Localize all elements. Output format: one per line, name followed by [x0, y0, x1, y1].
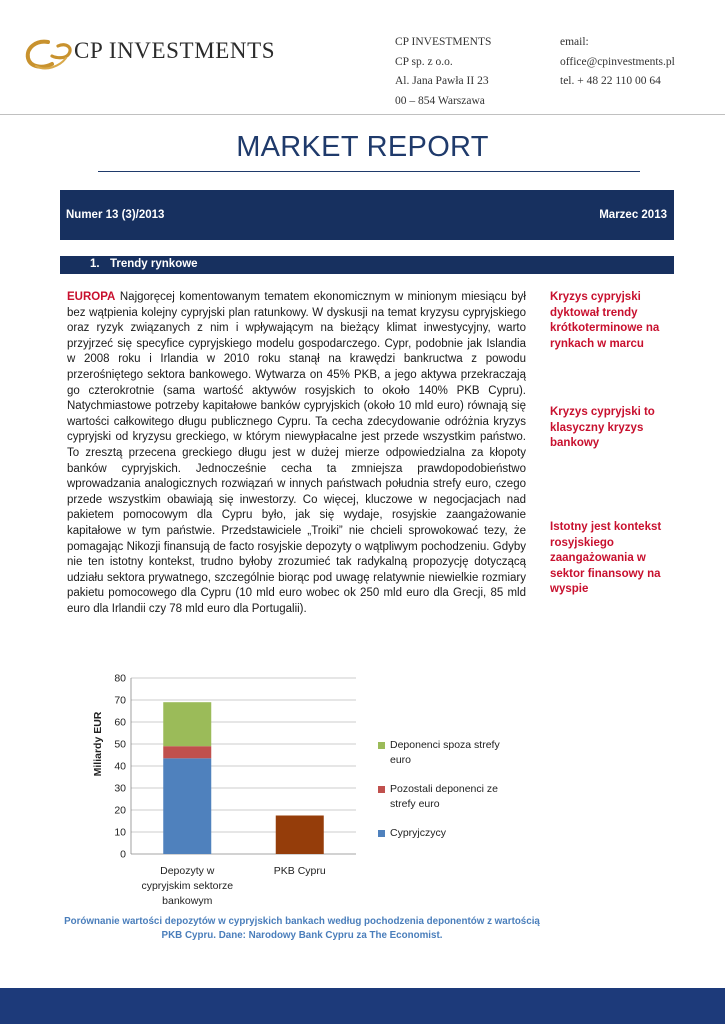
contact-block	[560, 33, 675, 92]
issue-date: Marzec 2013	[599, 209, 667, 221]
address-line: 00 – 854 Warszawa	[395, 94, 485, 107]
y-tick-label: 0	[120, 848, 126, 861]
email-label: email:	[560, 36, 589, 48]
company-name: CP INVESTMENTS	[74, 38, 276, 63]
chart-caption: Porównanie wartości depozytów w cypryjskich bankach według pochodzenia deponentów z wartością PKB Cypru. Dane: Narodowy Bank Cypru za The Economist.	[64, 916, 540, 941]
legend-label: Deponenci spoza strefy euro	[390, 739, 500, 766]
article-text: Najgoręcej komentowanym tematem ekonomicznym w minionym miesiącu był bez wątpienia kolejny cypryjski plan ratunkowy. W dyskusji na temat kryzysu cypryjskiego oraz ryzyk związanych z nim i wpływającym na bieżący klimat inwestycyjny, warto przyjrzeć się specyfice cypryjskiego modelu gospodarczego. Cypr, podobnie jak Islandia w 2008 roku i Irlandia w 2010 roku stanął na krawędzi bankructwa z powodu przerośniętego sektora bankowego. Wytwarza on 45% PKB, a jego aktywa przekraczają go czterokrotnie (sama wartość aktywów rosyjskich to około 140% PKB Cypru). Natychmiastowe potrzeby kapitałowe banków cypryjskich (około 10 mld euro) równają się wartości całkowitego długu publicznego Cypru. Ta cecha zdecydowanie odróżnia kryzys cypryjski od kryzysu greckiego, w którym niewypłacalne jest przede wszystkim państwo. To zresztą przecena greckiego długu jest w dużej mierze odpowiedzialna za kłopoty banków cypryjskich. Jednocześnie cecha ta zmniejsza prawdopodobieństwo wprowadzania analogicznych rozwiązań w innych państwach południa strefy euro, czego przede wszystkim obawiają się inwestorzy. Co więcej, kluczowe w negocjacjach nad pakietem pomocowym dla Cypru było, jak się wydaje, rosyjskie zaangażowanie kapitałowe w tym państwie. Przedstawiciele „Troiki” nie chcieli sprowokować tezy, że pomagając Nikozji finansują de facto rosyjskie depozyty o wątpliwym pochodzeniu. Gdyby nie ten istotny kontekst, trudno byłoby zrozumieć tak radykalną propozycję dotyczącą udziału sektora prywatnego, szczególnie biorąc pod uwagę relatywnie niewielkie rozmiary pakietu pomocowego dla Cypru (10 mld euro wobec ok 250 mld euro dla Grecji, 85 mld euro dla Irlandii czy 78 mld euro dla Portugalii).	[67, 291, 526, 615]
y-tick-label: 10	[114, 826, 126, 839]
legend-swatch	[378, 786, 385, 793]
section-header	[60, 256, 674, 274]
legend-label: Pozostali deponenci ze strefy euro	[390, 783, 498, 810]
section-number: 1.	[90, 258, 100, 270]
y-tick-label: 80	[114, 672, 126, 685]
y-tick-label: 40	[114, 760, 126, 773]
legend-swatch	[378, 830, 385, 837]
section-title: Trendy rynkowe	[110, 258, 198, 270]
side-note: Istotny jest kontekst rosyjskiego zaangażowania w sektor finansowy na wyspie	[550, 521, 662, 596]
x-category-label: bankowym	[162, 895, 213, 907]
y-axis-label: Miliardy EUR	[92, 711, 104, 777]
legend-swatch	[378, 742, 385, 749]
bar-segment	[163, 758, 211, 854]
bar-segment	[163, 746, 211, 758]
chart-legend	[378, 738, 518, 855]
legend-item	[378, 782, 518, 812]
side-note: Kryzys cypryjski dyktował trendy krótkoterminowe na rynkach w marcu	[550, 291, 660, 350]
region-label: EUROPA	[67, 291, 116, 303]
legend-item	[378, 826, 518, 841]
footer-bar	[0, 988, 725, 1024]
x-category-label: PKB Cypru	[273, 865, 326, 877]
issue-number: Numer 13 (3)/2013	[66, 209, 165, 221]
side-note: Kryzys cypryjski to klasyczny kryzys bankowy	[550, 406, 655, 450]
y-tick-label: 70	[114, 694, 126, 707]
address-line: CP INVESTMENTS	[395, 36, 492, 48]
address-line: Al. Jana Pawła II 23	[395, 75, 489, 87]
deposits-chart	[88, 668, 418, 913]
y-tick-label: 20	[114, 804, 126, 817]
y-tick-label: 60	[114, 716, 126, 729]
article-body	[67, 290, 526, 617]
address-block	[395, 33, 491, 111]
header-divider	[0, 114, 725, 115]
y-tick-label: 50	[114, 738, 126, 751]
address-line: CP sp. z o.o.	[395, 55, 453, 68]
legend-item	[378, 738, 518, 768]
y-tick-label: 30	[114, 782, 126, 795]
bar-pkb	[276, 816, 324, 855]
title-underline	[98, 171, 640, 172]
email-link[interactable]: office@cpinvestments.pl	[560, 55, 675, 68]
issue-banner	[60, 190, 674, 240]
x-category-label: Depozyty w	[160, 865, 215, 877]
report-title: MARKET REPORT	[236, 131, 489, 163]
legend-label: Cypryjczycy	[390, 827, 447, 839]
x-category-label: cypryjskim sektorze	[141, 880, 234, 892]
bar-segment	[163, 702, 211, 746]
phone-number: tel. + 48 22 110 00 64	[560, 75, 661, 87]
